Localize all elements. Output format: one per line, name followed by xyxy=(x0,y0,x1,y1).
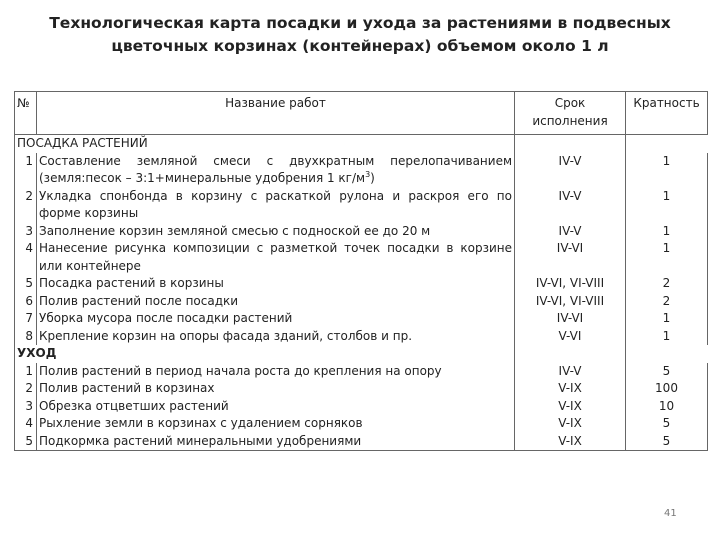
table-row xyxy=(15,223,708,241)
row-num: 2 xyxy=(15,188,37,223)
row-name: Полив растений после посадки xyxy=(37,293,515,311)
title-line-1: Технологическая карта посадки и ухода за растениями в подвесных xyxy=(49,14,671,32)
table-row xyxy=(15,363,708,381)
table-row xyxy=(15,433,708,451)
row-term: V-IX xyxy=(515,398,626,416)
table-row xyxy=(15,293,708,311)
row-mult: 100 xyxy=(626,380,708,398)
header-term: Срок исполнения xyxy=(515,92,626,135)
row-name: Уборка мусора после посадки растений xyxy=(37,310,515,328)
row-term: IV-VI xyxy=(515,310,626,328)
row-term: IV-V xyxy=(515,223,626,241)
table-row xyxy=(15,310,708,328)
page-number: 41 xyxy=(664,508,677,519)
table-row xyxy=(15,380,708,398)
row-term: IV-V xyxy=(515,363,626,381)
row-mult: 1 xyxy=(626,223,708,241)
row-num: 6 xyxy=(15,293,37,311)
row-term: V-VI xyxy=(515,328,626,346)
table-row xyxy=(15,398,708,416)
row-mult: 2 xyxy=(626,293,708,311)
row-num: 8 xyxy=(15,328,37,346)
section-label: УХОД xyxy=(15,345,515,363)
row-num: 5 xyxy=(15,275,37,293)
header-num: № xyxy=(15,92,37,135)
row-name: Укладка спонбонда в корзину с раскаткой рулона и раскроя его по форме корзины xyxy=(37,188,515,223)
row-term: V-IX xyxy=(515,415,626,433)
row-name: Крепление корзин на опоры фасада зданий, столбов и пр. xyxy=(37,328,515,346)
row-num: 1 xyxy=(15,363,37,381)
row-mult: 1 xyxy=(626,153,708,188)
row-term: V-IX xyxy=(515,380,626,398)
row-mult: 2 xyxy=(626,275,708,293)
table-row xyxy=(15,328,708,346)
page-title xyxy=(40,12,680,58)
row-mult: 1 xyxy=(626,310,708,328)
row-term: IV-VI, VI-VIII xyxy=(515,293,626,311)
row-num: 7 xyxy=(15,310,37,328)
header-name: Название работ xyxy=(37,92,515,135)
table-row xyxy=(15,240,708,275)
table-row xyxy=(15,153,708,188)
row-name: Посадка растений в корзины xyxy=(37,275,515,293)
row-name: Составление земляной смеси с двухкратным перелопачиванием (земля:песок – 3:1+минеральные удобрения 1 $кг/м^3$) xyxy=(37,153,515,188)
row-num: 3 xyxy=(15,398,37,416)
row-name: Рыхление земли в корзинах с удалением сорняков xyxy=(37,415,515,433)
table-row xyxy=(15,275,708,293)
row-name: Обрезка отцветших растений xyxy=(37,398,515,416)
row-term: IV-VI xyxy=(515,240,626,275)
row-mult: 1 xyxy=(626,188,708,223)
row-mult: 5 xyxy=(626,415,708,433)
section-row-care xyxy=(15,345,708,363)
row-num: 5 xyxy=(15,433,37,451)
table-row xyxy=(15,415,708,433)
row-mult: 5 xyxy=(626,433,708,451)
row-mult: 1 xyxy=(626,240,708,275)
row-mult: 5 xyxy=(626,363,708,381)
title-line-2: цветочных корзинах (контейнерах) объемом около 1 л xyxy=(111,37,609,55)
row-term: IV-V xyxy=(515,188,626,223)
row-name: Полив растений в корзинах xyxy=(37,380,515,398)
row-term: IV-V xyxy=(515,153,626,188)
header-mult: Кратность xyxy=(626,92,708,135)
row-name: Полив растений в период начала роста до крепления на опору xyxy=(37,363,515,381)
row-term: IV-VI, VI-VIII xyxy=(515,275,626,293)
row-num: 2 xyxy=(15,380,37,398)
row-num: 1 xyxy=(15,153,37,188)
row-num: 4 xyxy=(15,415,37,433)
row-mult: 1 xyxy=(626,328,708,346)
row-num: 4 xyxy=(15,240,37,275)
row-mult: 10 xyxy=(626,398,708,416)
table-header-row xyxy=(15,92,708,135)
row-name: Подкормка растений минеральными удобрениями xyxy=(37,433,515,451)
row-name: Нанесение рисунка композиции с разметкой точек посадки в корзине или контейнере xyxy=(37,240,515,275)
row-name: Заполнение корзин земляной смесью с подноской ее до 20 м xyxy=(37,223,515,241)
row-num: 3 xyxy=(15,223,37,241)
table-row xyxy=(15,188,708,223)
section-row-planting xyxy=(15,135,708,153)
section-label: ПОСАДКА РАСТЕНИЙ xyxy=(15,135,515,153)
work-table xyxy=(14,91,708,451)
row-term: V-IX xyxy=(515,433,626,451)
